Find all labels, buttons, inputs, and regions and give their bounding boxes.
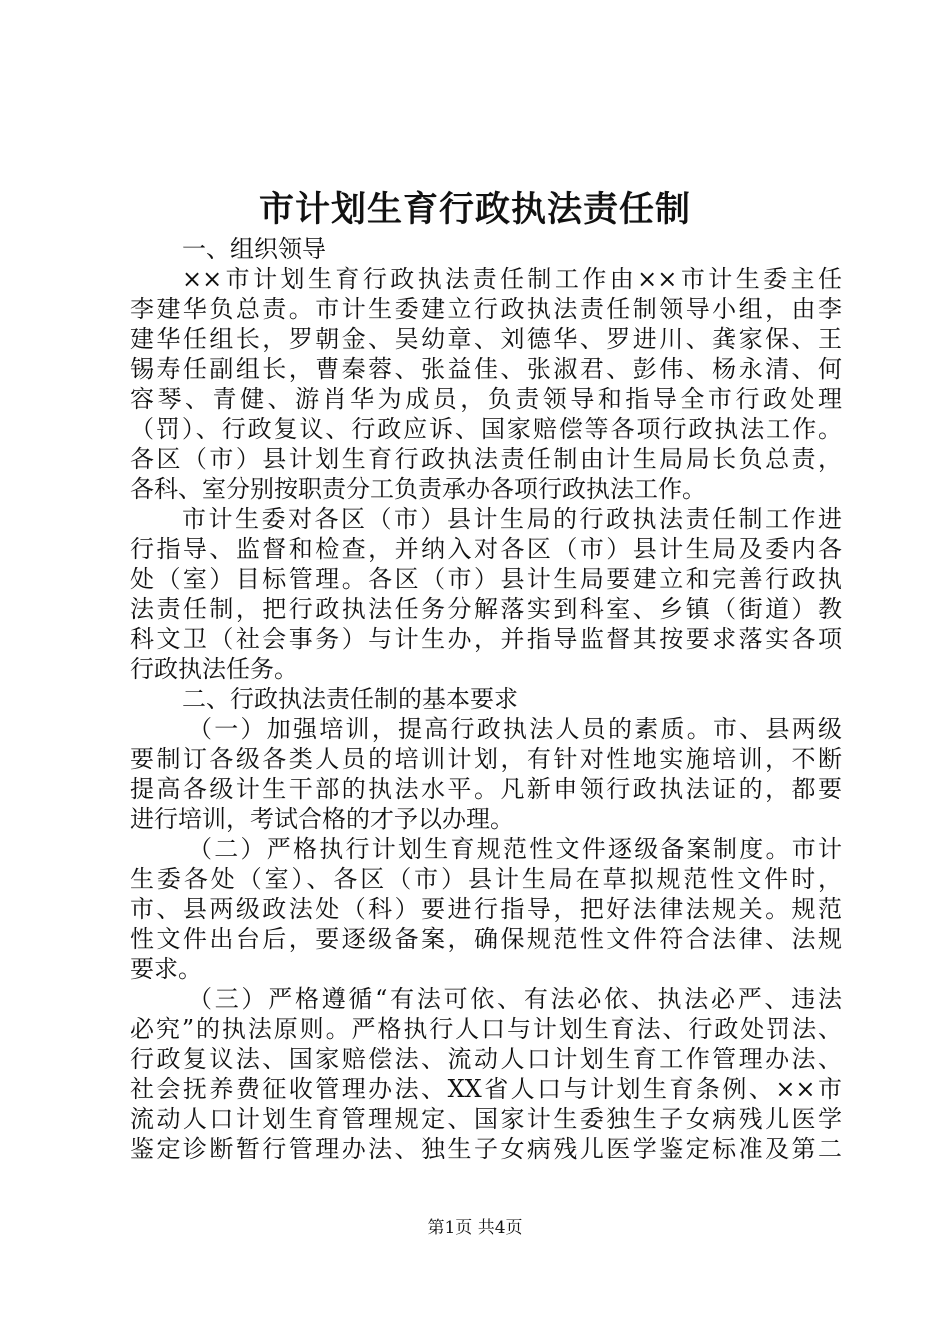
document-body [130,234,842,1164]
section-heading: 一、组织领导 [182,235,326,263]
body-line: 建华任组长，罗朝金、吴幼章、刘德华、罗进川、龚家保、王 [130,325,842,353]
page-number: 第1页 共4页 [427,1218,523,1238]
body-line: （罚）、行政复议、行政应诉、国家赔偿等各项行政执法工作。 [130,415,842,443]
body-line: 要求。 [130,955,202,983]
body-line: 生委各处（室）、各区（市）县计生局在草拟规范性文件时， [130,865,842,893]
body-line: 社会抚养费征收管理办法、XX省人口与计划生育条例、××市 [130,1075,842,1103]
body-line: 行政复议法、国家赔偿法、流动人口计划生育工作管理办法、 [130,1045,842,1073]
body-line: 市计生委对各区（市）县计生局的行政执法责任制工作进 [182,505,842,533]
body-line: 各区（市）县计划生育行政执法责任制由计生局局长负总责， [130,445,842,473]
body-line: 容琴、青健、游肖华为成员，负责领导和指导全市行政处理 [130,385,842,413]
document-title: 市计划生育行政执法责任制 [258,189,691,230]
body-line: 必究”的执法原则。严格执行人口与计划生育法、行政处罚法、 [130,1015,842,1043]
body-line: 行政执法任务。 [130,655,298,683]
body-line: 流动人口计划生育管理规定、国家计生委独生子女病残儿医学 [130,1105,842,1133]
body-line: 要制订各级各类人员的培训计划，有针对性地实施培训，不断 [130,745,842,773]
body-line: 市、县两级政法处（科）要进行指导，把好法律法规关。规范 [130,895,842,923]
body-line: 法责任制，把行政执法任务分解落实到科室、乡镇（街道）教 [130,595,842,623]
body-line: ××市计划生育行政执法责任制工作由××市计生委主任 [182,265,842,293]
body-line: 行指导、监督和检查，并纳入对各区（市）县计生局及委内各 [130,535,842,563]
body-line: （三）严格遵循“有法可依、有法必依、执法必严、违法 [188,985,842,1013]
body-line: 处（室）目标管理。各区（市）县计生局要建立和完善行政执 [130,565,842,593]
body-line: 进行培训，考试合格的才予以办理。 [130,805,514,833]
body-line: （一）加强培训，提高行政执法人员的素质。市、县两级 [188,715,842,743]
body-line: 提高各级计生干部的执法水平。凡新申领行政执法证的，都要 [130,775,842,803]
body-line: 科文卫（社会事务）与计生办，并指导监督其按要求落实各项 [130,625,842,653]
body-line: 锡寿任副组长，曹秦蓉、张益佳、张淑君、彭伟、杨永清、何 [130,355,842,383]
body-line: （二）严格执行计划生育规范性文件逐级备案制度。市计 [188,835,842,863]
body-line: 鉴定诊断暂行管理办法、独生子女病残儿医学鉴定标准及第二 [130,1135,842,1163]
body-line: 性文件出台后，要逐级备案，确保规范性文件符合法律、法规 [130,925,842,953]
body-line: 各科、室分别按职责分工负责承办各项行政执法工作。 [130,475,706,503]
section-heading: 二、行政执法责任制的基本要求 [182,685,518,713]
body-line: 李建华负总责。市计生委建立行政执法责任制领导小组，由李 [130,295,842,323]
